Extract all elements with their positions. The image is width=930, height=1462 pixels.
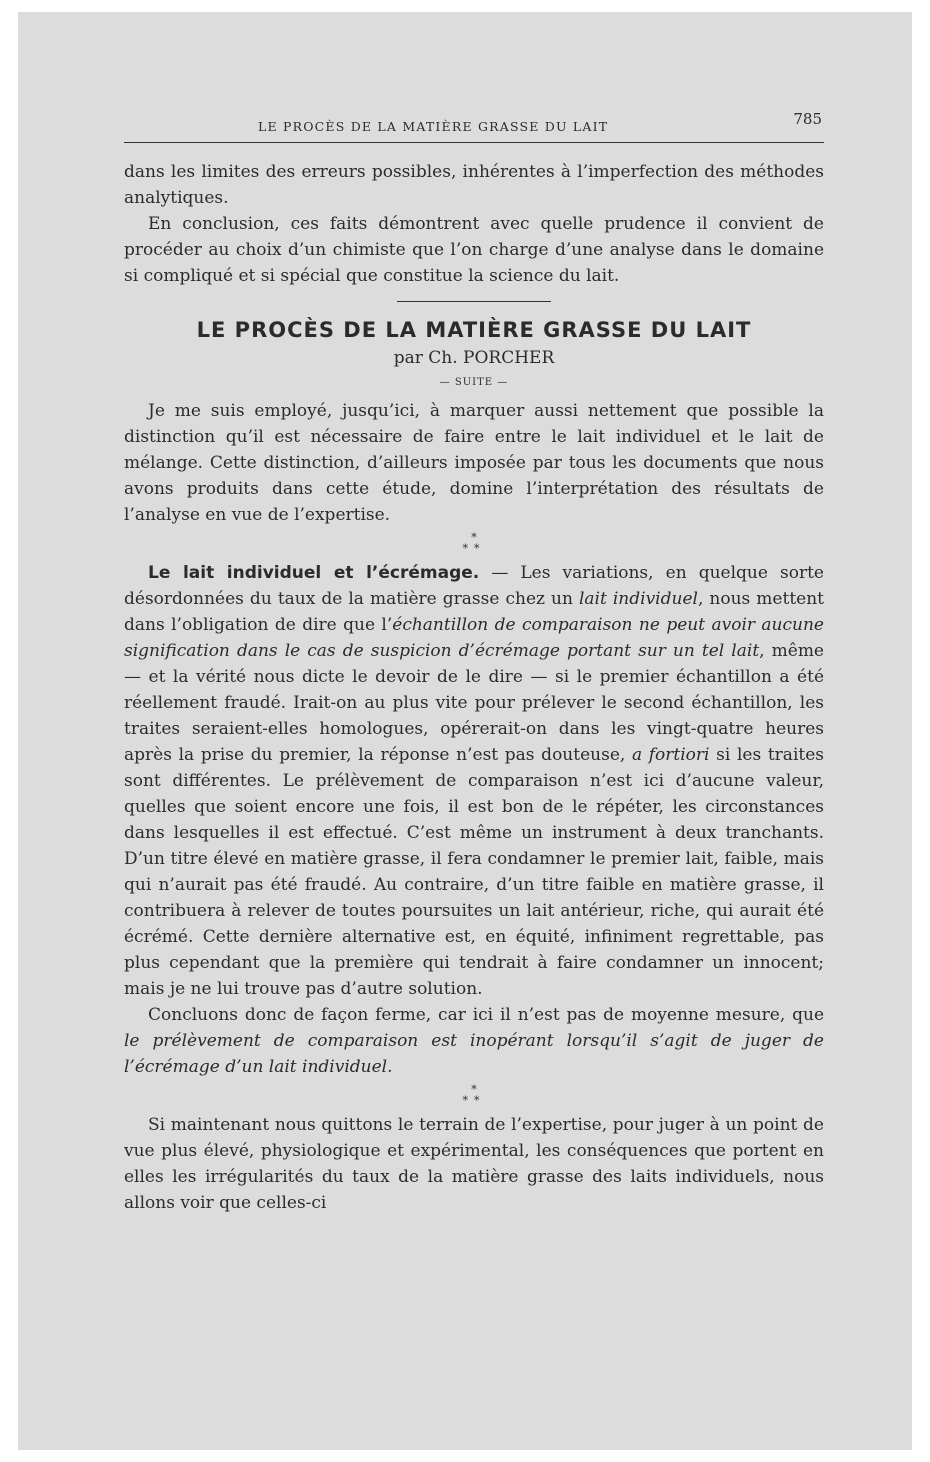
- text-run: , même — et la vérité nous dicte le devoir de le dire — si le premier échantillon a été réellement fraudé. Irait-on au plus vite pour prélever le second échantillon, les traites seraient-elles homologues, opérerait-on dans les vingt-quatre heures après la prise du premier, la réponse n’est pas douteuse,: [124, 641, 824, 765]
- text-run: , nous mettent dans l’obligation de dire que l’: [124, 589, 824, 635]
- running-title: LE PROCÈS DE LA MATIÈRE GRASSE DU LAIT: [258, 119, 609, 134]
- asterism-bottom: **: [462, 1094, 486, 1107]
- intro-paragraph: Je me suis employé, jusqu’ici, à marquer aussi nettement que possible la distinction qu’il est nécessaire de faire entre le lait individuel et le lait de mélange. Cette distinction, d’ailleurs imposée par tous les documents que nous avons produits dans cette étude, domine l’interprétation des résultats de l’analyse en vue de l’expertise.: [124, 401, 824, 525]
- article-byline: par Ch. PORCHER: [393, 348, 555, 368]
- journal-page: [124, 108, 824, 1216]
- italic-run: a fortiori: [631, 745, 710, 765]
- text-run: — Les variations, en quelque sorte désordonnées du taux de la matière grasse chez un: [124, 563, 824, 609]
- asterism-top: *: [471, 531, 477, 544]
- italic-run: le prélèvement de comparaison est inopérant lorsqu’il s’agit de juger de l’écrémage d’un lait individuel.: [124, 1031, 824, 1077]
- italic-run: échantillon de comparaison ne peut avoir aucune signification dans le cas de suspicion d’écrémage portant sur un tel lait: [124, 615, 824, 661]
- asterism-top: *: [471, 1083, 477, 1096]
- final-paragraph: Si maintenant nous quittons le terrain de l’expertise, pour juger à un point de vue plus élevé, physiologique et expérimental, les conséquences que portent en elles les irrégularités du taux de la matière grasse des laits individuels, nous allons voir que celles-ci: [124, 1115, 824, 1213]
- running-head: [124, 108, 824, 143]
- asterism-divider: [124, 1084, 824, 1110]
- asterism-divider: [124, 532, 824, 558]
- text-run: si les traites sont différentes. Le prélèvement de comparaison n’est ici d’aucune valeur, quelles que soient encore une fois, il est bon de le répéter, les circonstances dans lesquelles il est effectué. C’est même un instrument à deux tranchants. D’un titre élevé en matière grasse, il fera condamner le premier lait, faible, mais qui n’aurait pas été fraudé. Au contraire, d’un titre faible en matière grasse, il contribuera à relever de toutes poursuites un lait antérieur, riche, qui aurait été écrémé. Cette dernière alternative est, en équité, infiniment regrettable, pas plus cependant que la première qui tendrait à faire condamner un innocent; mais je ne lui trouve pas d’autre solution.: [124, 745, 824, 999]
- section-divider: [397, 301, 551, 302]
- article-title: LE PROCÈS DE LA MATIÈRE GRASSE DU LAIT: [196, 318, 752, 342]
- text-run: Concluons donc de façon ferme, car ici il n’est pas de moyenne mesure, que: [148, 1005, 824, 1025]
- section-paragraph: [124, 560, 824, 1002]
- italic-run: lait individuel: [578, 589, 698, 609]
- asterism-bottom: **: [462, 542, 486, 555]
- section-heading: Le lait individuel et l’écrémage.: [148, 563, 480, 583]
- conclusion-paragraph: En conclusion, ces faits démontrent avec quelle prudence il convient de procéder au choix d’un chimiste que l’on charge d’une analyse dans le domaine si compliqué et si spécial que constitue la science du lait.: [124, 214, 824, 286]
- conclusion-firm-paragraph: [124, 1002, 824, 1080]
- page-number: 785: [793, 110, 822, 128]
- suite-marker: — SUITE —: [439, 377, 509, 388]
- continued-paragraph: dans les limites des erreurs possibles, inhérentes à l’imperfection des méthodes analytiques.: [124, 162, 824, 208]
